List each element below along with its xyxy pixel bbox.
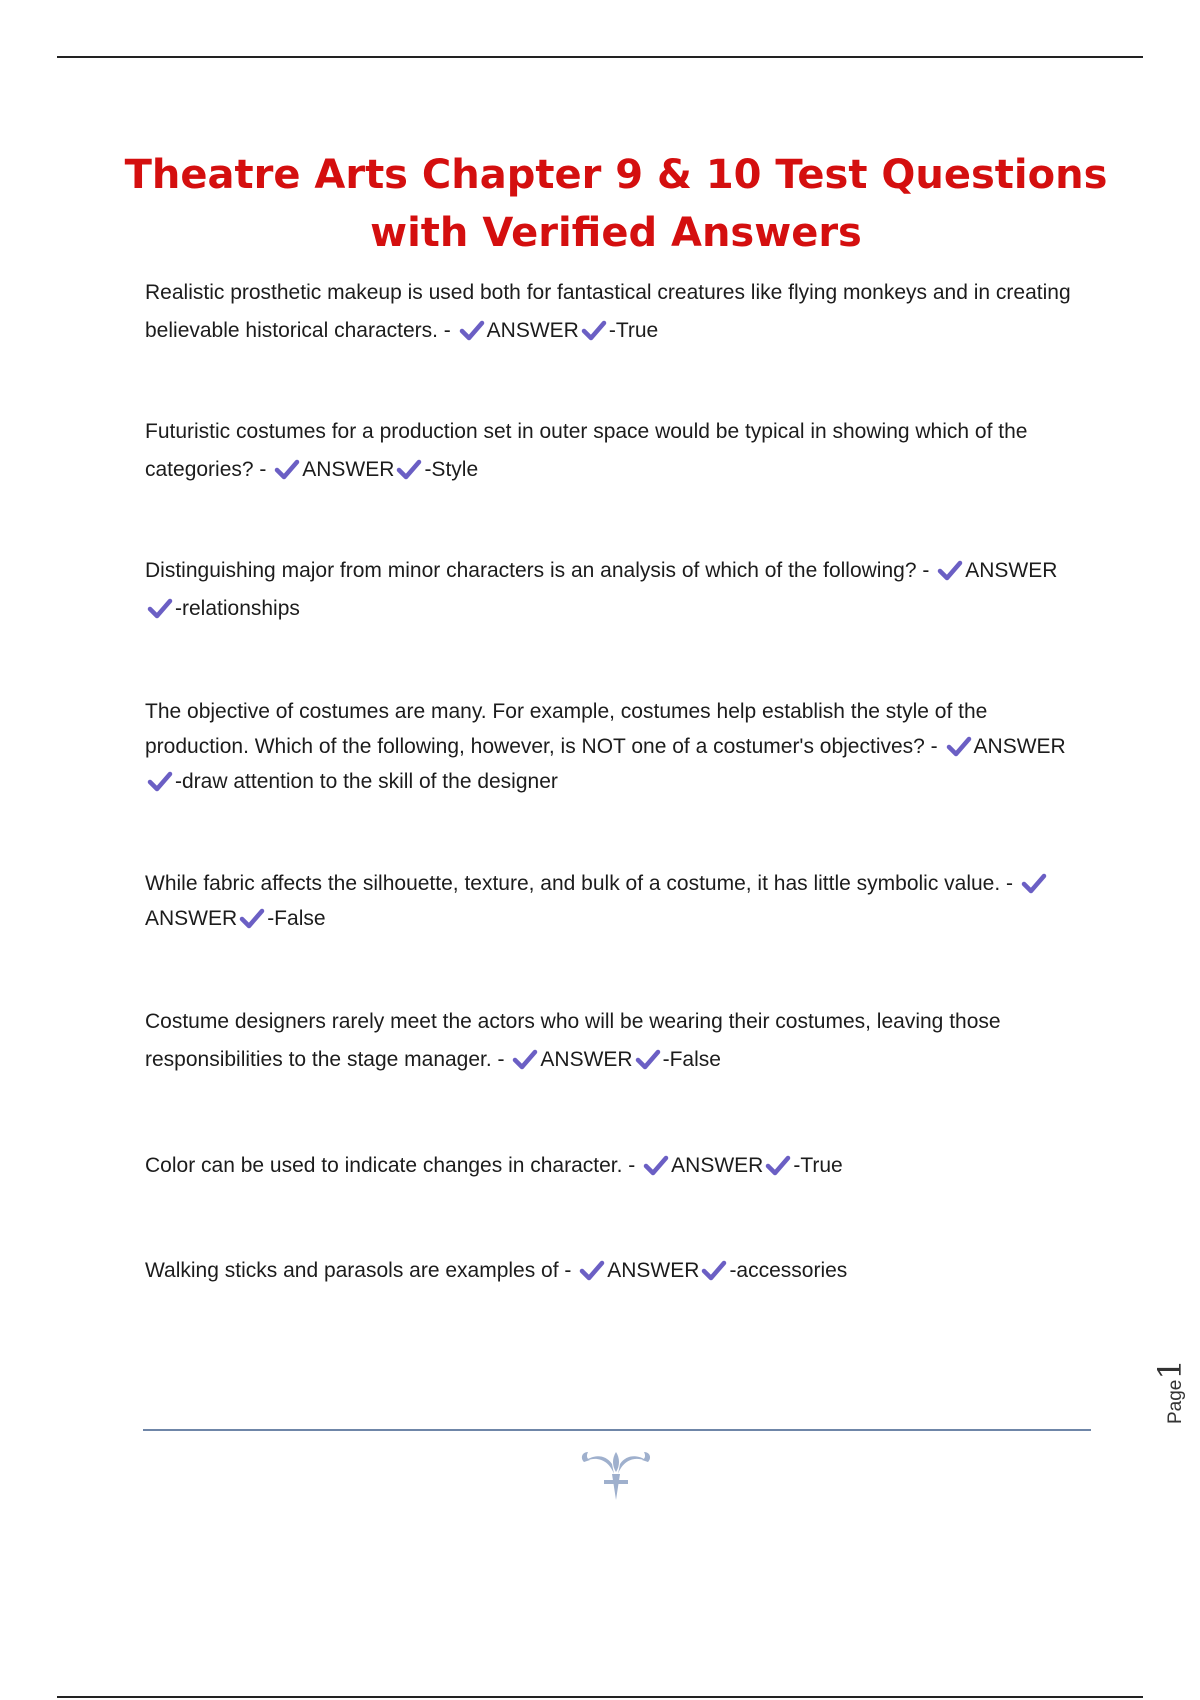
answer-label: ANSWER: [965, 559, 1058, 582]
answer-text: -True: [608, 319, 659, 342]
checkmark-icon: [512, 1048, 538, 1070]
fleuron-ornament-icon: [578, 1444, 654, 1500]
qa-item: [145, 552, 1085, 628]
page-number: [1150, 1330, 1190, 1424]
checkmark-icon: [459, 319, 485, 341]
answer-label: ANSWER: [486, 319, 579, 342]
checkmark-icon: [579, 1259, 605, 1281]
question-text: Distinguishing major from minor characters is an analysis of which of the following? -: [145, 559, 930, 582]
checkmark-icon: [581, 319, 607, 341]
checkmark-icon: [643, 1154, 669, 1176]
answer-text: -False: [267, 907, 326, 930]
answer-text: -draw attention to the skill of the designer: [175, 770, 558, 793]
footer-rule: [143, 1429, 1091, 1431]
question-text: Costume designers rarely meet the actors who will be wearing their costumes, leaving those responsibilities to the stage manager. -: [145, 1010, 1001, 1071]
question-text: While fabric affects the silhouette, texture, and bulk of a costume, it has little symbolic value. -: [145, 872, 1014, 895]
bottom-rule: [57, 1696, 1143, 1698]
checkmark-icon: [396, 458, 422, 480]
checkmark-icon: [765, 1154, 791, 1176]
checkmark-icon: [274, 458, 300, 480]
checkmark-icon: [635, 1048, 661, 1070]
answer-label: ANSWER: [607, 1259, 700, 1282]
page-word: Page: [1165, 1379, 1186, 1424]
answer-text: -Style: [424, 458, 479, 481]
qa-item: [145, 694, 1085, 799]
checkmark-icon: [946, 735, 972, 757]
header-rule: [57, 56, 1143, 58]
question-text: Futuristic costumes for a production set in outer space would be typical in showing which of the categories? -: [145, 420, 1028, 481]
qa-item: [145, 1252, 1085, 1290]
answer-text: -False: [662, 1048, 721, 1071]
answer-label: ANSWER: [145, 907, 238, 930]
qa-item: [145, 1003, 1085, 1079]
question-text: Color can be used to indicate changes in character. -: [145, 1154, 636, 1177]
page-number-value: 1: [1151, 1359, 1189, 1380]
checkmark-icon: [239, 907, 265, 929]
checkmark-icon: [937, 559, 963, 581]
answer-text: -True: [793, 1154, 843, 1177]
answer-label: ANSWER: [302, 458, 395, 481]
question-text: Walking sticks and parasols are examples of -: [145, 1259, 572, 1282]
answer-text: -accessories: [729, 1259, 848, 1282]
qa-item: [145, 1147, 1085, 1185]
qa-item: [145, 413, 1085, 489]
answer-text: -relationships: [175, 597, 300, 620]
qa-item: [145, 866, 1085, 936]
answer-label: ANSWER: [540, 1048, 633, 1071]
question-text: The objective of costumes are many. For example, costumes help establish the style of the production. Which of the following, however, is NOT one of a costumer's objectives? -: [145, 700, 988, 758]
checkmark-icon: [147, 770, 173, 792]
qa-item: [145, 274, 1085, 350]
document-title: Theatre Arts Chapter 9 & 10 Test Questions with Verified Answers: [124, 152, 1108, 256]
question-text: Realistic prosthetic makeup is used both for fantastical creatures like flying monkeys and in creating believable historical characters. -: [145, 281, 1071, 342]
checkmark-icon: [701, 1259, 727, 1281]
answer-label: ANSWER: [973, 735, 1066, 758]
checkmark-icon: [1021, 872, 1047, 894]
checkmark-icon: [147, 597, 173, 619]
answer-label: ANSWER: [671, 1154, 764, 1177]
